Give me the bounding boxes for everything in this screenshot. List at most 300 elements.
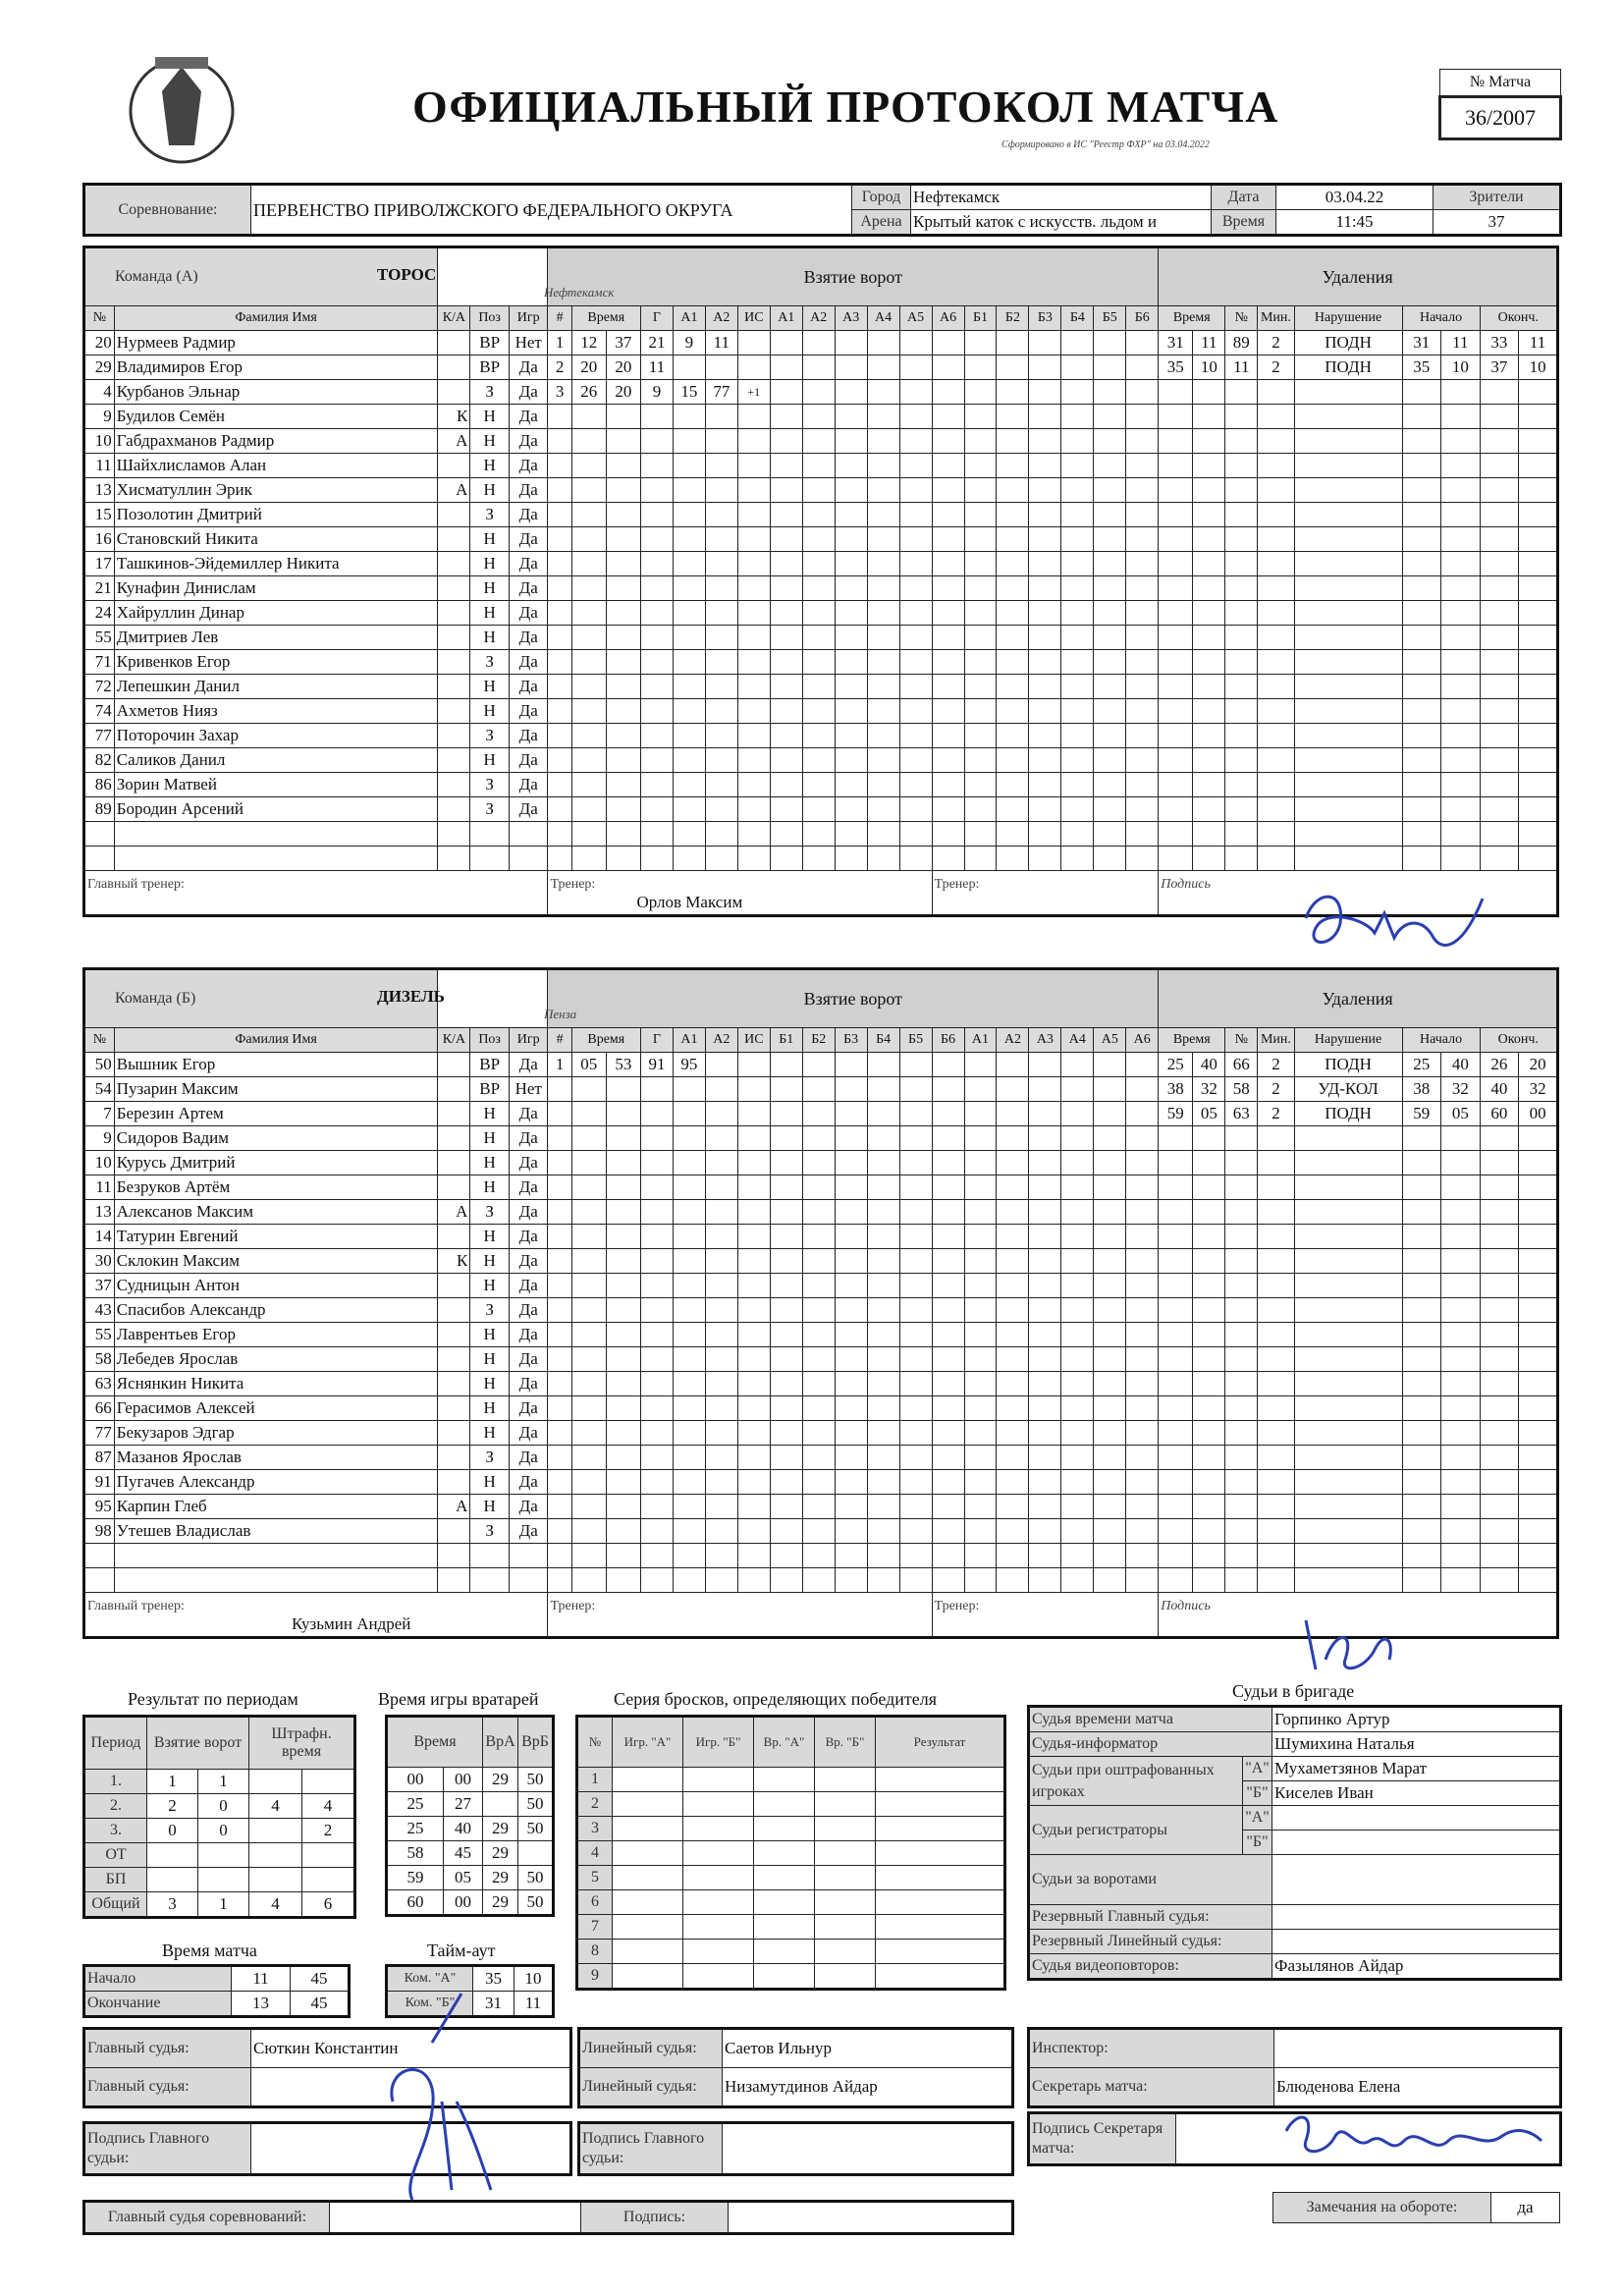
player-name: Алексанов Максим [114,1200,438,1225]
player-no: 4 [84,380,115,405]
player-play: Да [509,626,548,650]
goal-min: 20 [571,355,606,380]
period-pim-b [302,1770,355,1794]
goal-on2 [1126,1053,1159,1077]
team-a-penalties-header: Удаления [1159,247,1558,306]
player-name: Дмитриев Лев [114,626,438,650]
player-pos: Н [470,1323,510,1347]
shootout-row [577,1841,1005,1866]
player-name: Зорин Матвей [114,773,438,797]
team-b-h-pstart: Начало [1402,1028,1480,1053]
team-a-h-no: № [84,306,115,331]
timeout-b-label: Ком. "Б" [387,1992,473,2017]
pen-no: 66 [1225,1053,1258,1077]
pen-sm: 35 [1402,355,1441,380]
player-pos: Н [470,1151,510,1175]
team-b-h-no: № [84,1028,115,1053]
player-pos: Н [470,1274,510,1298]
player-play: Да [509,1495,548,1519]
penbox-b-tag: "Б" [1243,1781,1272,1806]
timeout-title: Тайм-аут [427,1941,496,1960]
shootout-row [577,1915,1005,1940]
generated-note: Сформировано в ИС "Реестр ФХР" на 03.04.2022 [1001,139,1210,150]
player-name: Шайхлисламов Алан [114,454,438,478]
player-no: 55 [84,1323,115,1347]
period-name: 1. [84,1770,147,1794]
player-name: Габдрахманов Радмир [114,429,438,454]
time-value: 11:45 [1276,210,1434,236]
player-play: Нет [509,1077,548,1102]
team-a-player-row [84,847,1558,871]
player-play: Да [509,503,548,527]
goal-on1 [867,355,899,380]
goal-on1 [770,355,802,380]
city-value: Нефтекамск [911,185,1212,210]
match-end-label: Окончание [84,1992,232,2017]
pen-ts: 11 [1193,331,1225,355]
goalie-a: 29 [483,1768,518,1792]
player-no: 95 [84,1495,115,1519]
team-b-player-row [84,1249,1558,1274]
pen-ss: 40 [1441,1053,1481,1077]
team-a-player-row [84,576,1558,601]
team-b-name: ДИЗЕЛЬ [377,987,445,1006]
player-play: Да [509,1519,548,1544]
goal-on1 [932,1053,964,1077]
player-ka [438,1151,470,1175]
player-pos: Н [470,1372,510,1396]
goalie-row [387,1841,554,1866]
player-no: 77 [84,724,115,748]
team-b-city: Пенза [544,1007,577,1021]
goalie-b: 50 [518,1890,554,1916]
informer: Шумихина Наталья [1272,1732,1561,1757]
player-name [114,1568,438,1593]
match-end-h: 13 [232,1992,291,2017]
player-play: Да [509,724,548,748]
team-a-h-pos: Поз [470,306,510,331]
goalie-min: 25 [387,1817,444,1841]
player-name: Яснянкин Никита [114,1372,438,1396]
player-no: 91 [84,1470,115,1495]
player-ka [438,601,470,626]
team-b-h-on2-1: А2 [997,1028,1029,1053]
player-pos: Н [470,1175,510,1200]
goal-on1 [802,331,835,355]
goal-on2 [1061,380,1094,405]
player-play: Да [509,1151,548,1175]
shootout-num: 3 [577,1817,613,1841]
player-name [114,822,438,847]
player-ka [438,1470,470,1495]
pen-foul: ПОДН [1294,331,1402,355]
player-pos: З [470,724,510,748]
player-play: Да [509,1446,548,1470]
team-a-head-coach-label: Главный тренер: [87,877,185,892]
goalie-min: 00 [387,1768,444,1792]
goalie-sec: 00 [444,1768,483,1792]
shootout-row [577,1866,1005,1890]
team-b-player-row [84,1519,1558,1544]
team-a-player-row [84,773,1558,797]
player-pos: Н [470,1225,510,1249]
player-name: Сидоров Вадим [114,1126,438,1151]
player-no: 17 [84,552,115,576]
player-no: 50 [84,1053,115,1077]
spectators-label: Зрители [1434,185,1561,210]
team-b-h-on2-0: А1 [964,1028,997,1053]
pen-no: 58 [1225,1077,1258,1102]
team-a-player-row [84,699,1558,724]
timeout-b-m: 31 [473,1992,514,2017]
goal-on2 [1029,355,1061,380]
player-ka [438,1421,470,1446]
pen-em: 40 [1480,1077,1519,1102]
player-ka: А [438,429,470,454]
goal-on2 [1126,355,1159,380]
goal-on2 [997,1053,1029,1077]
goalie-min: 59 [387,1866,444,1890]
pen-tm: 35 [1159,355,1193,380]
team-a-h-on1-3: А4 [867,306,899,331]
match-start-m: 45 [291,1966,350,1992]
team-b-h-on1-4: Б5 [899,1028,932,1053]
player-pos: Н [470,576,510,601]
goalie-sec: 40 [444,1817,483,1841]
team-a-goals-header: Взятие ворот [548,247,1159,306]
period-pim-b: 2 [302,1819,355,1843]
shootout-row [577,1792,1005,1817]
goal-on1 [770,380,802,405]
goal-on1 [867,331,899,355]
player-name: Безруков Артём [114,1175,438,1200]
team-b-h-on1-3: Б4 [867,1028,899,1053]
player-play: Да [509,429,548,454]
lines1-label: Линейный судья: [579,2029,723,2068]
team-a-player-row [84,601,1558,626]
goal-on2 [1061,355,1094,380]
goalie-row [387,1890,554,1916]
pen-sm: 31 [1402,331,1441,355]
player-no: 21 [84,576,115,601]
player-play [509,1568,548,1593]
player-pos: З [470,797,510,822]
player-ka [438,699,470,724]
player-no: 13 [84,1200,115,1225]
player-ka [438,380,470,405]
goal-sec: 53 [606,1053,640,1077]
player-play: Да [509,748,548,773]
player-pos: Н [470,1495,510,1519]
player-pos [470,1568,510,1593]
team-b-h-is: ИС [737,1028,770,1053]
player-name [114,847,438,871]
team-a-section [82,246,1559,917]
team-b-h-gtime: Время [571,1028,640,1053]
goalie-row [387,1817,554,1841]
video-judge: Фазылянов Айдар [1272,1954,1561,1980]
period-goals-b: 0 [198,1794,249,1819]
reserve-ref-label: Резервный Главный судья: [1029,1905,1272,1930]
team-b-h-on2-3: А4 [1061,1028,1094,1053]
team-a-city: Нефтекамск [544,285,615,300]
goalie-h-a: ВрА [483,1717,518,1768]
timeout-b-s: 11 [514,1992,554,2017]
registrars-label: Судьи регистраторы [1029,1806,1243,1855]
team-a-h-pno: № [1225,306,1258,331]
player-play: Да [509,552,548,576]
goal-on1 [867,1053,899,1077]
player-play: Да [509,1396,548,1421]
player-name: Ахметов Нияз [114,699,438,724]
player-play: Да [509,1470,548,1495]
team-b-h-pno: № [1225,1028,1258,1053]
penbox-a-tag: "А" [1243,1757,1272,1781]
team-b-h-play: Игр [509,1028,548,1053]
goal-on2 [997,380,1029,405]
player-no [84,1544,115,1568]
period-row [84,1819,355,1843]
player-no: 10 [84,1151,115,1175]
team-b-h-gnum: # [548,1028,571,1053]
team-b-h-pfoul: Нарушение [1294,1028,1402,1053]
pen-foul: ПОДН [1294,1102,1402,1126]
player-play: Да [509,1372,548,1396]
goal-on2 [1094,380,1126,405]
pen-em: 26 [1480,1053,1519,1077]
team-a-h-name: Фамилия Имя [114,306,438,331]
goal-on1 [802,355,835,380]
player-ka [438,1274,470,1298]
goal-judges-label: Судьи за воротами [1029,1855,1272,1905]
goal-on2 [1126,331,1159,355]
goal-a2: 11 [705,331,737,355]
team-b-signature-label: Подпись [1161,1599,1211,1613]
period-pim-b [302,1843,355,1868]
period-pim-a [249,1868,302,1892]
player-name: Лебедев Ярослав [114,1347,438,1372]
officials-table [1027,1705,1562,1981]
linesmen-table [577,2027,1014,2108]
shootout-h-3: Вр. "А" [754,1717,815,1768]
player-pos [470,847,510,871]
ref2-label: Главный судья: [84,2068,251,2107]
player-pos [470,822,510,847]
player-ka [438,1568,470,1593]
team-b-h-on1-0: Б1 [770,1028,802,1053]
player-ka [438,773,470,797]
goal-num: 3 [548,380,571,405]
informer-label: Судья-информатор [1029,1732,1272,1757]
player-play: Да [509,1175,548,1200]
team-a-signature-label: Подпись [1161,877,1211,892]
player-pos: Н [470,1249,510,1274]
goalie-sec: 00 [444,1890,483,1916]
goal-on1 [770,331,802,355]
goal-on2 [964,1053,997,1077]
team-a-h-ka: К/А [438,306,470,331]
team-a-coach-signature [1286,879,1502,967]
team-a-h-on1-0: А1 [770,306,802,331]
team-a-player-row [84,331,1558,355]
lines1: Саетов Ильнур [723,2029,1013,2068]
player-no: 20 [84,331,115,355]
goal-min: 26 [571,380,606,405]
match-time-title: Время матча [162,1941,257,1960]
player-name: Судницын Антон [114,1274,438,1298]
goalie-sec: 45 [444,1841,483,1866]
team-b-h-on2-5: А6 [1126,1028,1159,1053]
player-pos: Н [470,748,510,773]
team-b-label: Команда (Б) [84,969,438,1028]
period-row [84,1892,355,1918]
time-label: Время [1212,210,1276,236]
period-goals-b: 1 [198,1770,249,1794]
period-name: Общий [84,1892,147,1918]
pen-ss: 11 [1441,331,1481,355]
team-b-h-g: Г [640,1028,673,1053]
pen-es: 32 [1519,1077,1558,1102]
match-info [82,183,1562,237]
goal-on1 [899,355,932,380]
pen-tm: 38 [1159,1077,1193,1102]
team-a-h-on2-1: Б2 [997,306,1029,331]
player-ka [438,454,470,478]
goal-is: +1 [737,380,770,405]
player-pos: Н [470,626,510,650]
match-time-table [82,1964,351,2018]
player-pos: З [470,1519,510,1544]
date-label: Дата [1212,185,1276,210]
match-no: 36/2007 [1440,97,1561,139]
officials-title: Судьи в бригаде [1232,1681,1355,1701]
match-end-m: 45 [291,1992,350,2017]
player-pos: ВР [470,355,510,380]
pen-es: 00 [1519,1102,1558,1126]
period-goals-b [198,1868,249,1892]
player-ka: К [438,1249,470,1274]
match-start-h: 11 [232,1966,291,1992]
goal-a1: 15 [673,380,705,405]
goalie-b: 50 [518,1792,554,1817]
player-name: Лепешкин Данил [114,675,438,699]
goalie-b [518,1841,554,1866]
team-a-h-a2: А2 [705,306,737,331]
arena-value: Крытый каток с искусств. льдом и [911,210,1212,236]
team-a-h-pend: Оконч. [1480,306,1557,331]
player-ka [438,1225,470,1249]
goal-on2 [964,355,997,380]
goal-num: 2 [548,355,571,380]
team-b-player-row [84,1077,1558,1102]
shootout-h-0: № [577,1717,613,1768]
timeout-a-label: Ком. "А" [387,1966,473,1992]
player-no: 89 [84,797,115,822]
team-a-coach-label: Тренер: [550,877,596,892]
periods-title: Результат по периодам [128,1689,298,1709]
period-row [84,1770,355,1794]
goal-on1 [802,380,835,405]
player-ka [438,527,470,552]
team-a-h-g: Г [640,306,673,331]
player-ka [438,1053,470,1077]
player-pos: Н [470,699,510,724]
spectators-value: 37 [1434,210,1561,236]
team-b-player-row [84,1053,1558,1077]
player-no: 82 [84,748,115,773]
team-b-player-row [84,1470,1558,1495]
player-play: Да [509,1347,548,1372]
player-ka [438,1077,470,1102]
player-play: Да [509,355,548,380]
sig-ref-label: Подпись Главного судьи: [84,2123,251,2175]
player-pos: ВР [470,1077,510,1102]
player-pos: Н [470,1421,510,1446]
pen-sm: 38 [1402,1077,1441,1102]
goal-on2 [1061,331,1094,355]
player-no: 16 [84,527,115,552]
goalie-a: 29 [483,1817,518,1841]
penbox-b: Киселев Иван [1272,1781,1561,1806]
period-goals-b [198,1843,249,1868]
player-name: Хайруллин Динар [114,601,438,626]
team-b-player-row [84,1347,1558,1372]
team-b-coach2-label: Тренер: [934,1599,980,1613]
player-name: Позолотин Дмитрий [114,503,438,527]
team-b-head-coach-label: Главный тренер: [87,1599,185,1613]
player-pos: Н [470,675,510,699]
shootout-num: 5 [577,1866,613,1890]
reg-a-tag: "А" [1243,1806,1272,1831]
timekeeper-label: Судья времени матча [1029,1707,1272,1732]
goalie-b: 50 [518,1866,554,1890]
period-name: БП [84,1868,147,1892]
player-name: Кунафин Динислам [114,576,438,601]
player-play: Да [509,1298,548,1323]
goal-on1 [802,1053,835,1077]
player-no: 87 [84,1446,115,1470]
pen-min: 2 [1258,1077,1294,1102]
secretary-label: Секретарь матча: [1029,2068,1274,2107]
team-b-h-a1: А1 [673,1028,705,1053]
player-ka [438,552,470,576]
team-a-player-row [84,822,1558,847]
goal-is [737,1053,770,1077]
team-b-player-row [84,1396,1558,1421]
player-no: 55 [84,626,115,650]
player-no: 10 [84,429,115,454]
goalie-h-time: Время [387,1717,483,1768]
team-b-player-row [84,1323,1558,1347]
team-b-player-row [84,1225,1558,1249]
ref2-signature-box [577,2121,1014,2176]
team-b-player-row [84,1126,1558,1151]
team-b-h-pend: Оконч. [1480,1028,1557,1053]
goal-num: 1 [548,1053,571,1077]
player-name: Спасибов Александр [114,1298,438,1323]
player-no: 30 [84,1249,115,1274]
player-pos: Н [470,478,510,503]
remarks-label: Замечания на обороте: [1273,2193,1491,2223]
player-play: Да [509,1225,548,1249]
team-a-h-is: ИС [737,306,770,331]
shootout-num: 8 [577,1940,613,1964]
pen-es: 10 [1519,355,1558,380]
goal-on2 [964,380,997,405]
team-b-player-row [84,1151,1558,1175]
team-b-h-ptime: Время [1159,1028,1225,1053]
penbox-label: Судьи при оштрафованных игроках [1029,1757,1243,1806]
